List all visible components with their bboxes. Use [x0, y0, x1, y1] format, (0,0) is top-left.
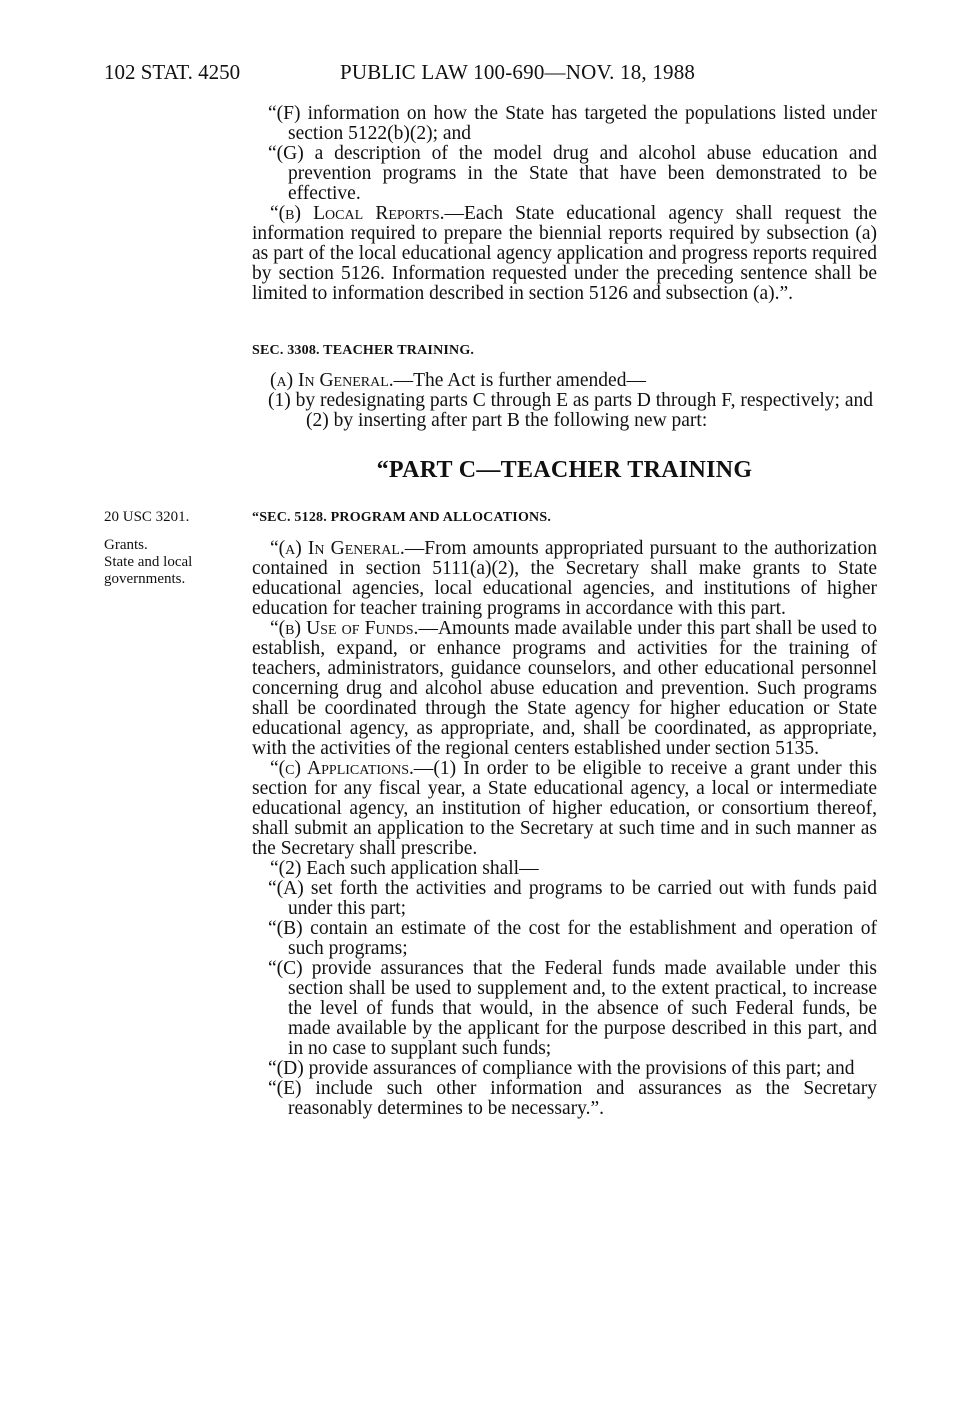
- sec5128-b-heading: “(b) Use of Funds.: [270, 618, 419, 639]
- subsection-a-heading: (a) In General.: [270, 370, 394, 391]
- clause-b-cost-estimate: “(B) contain an estimate of the cost for the establishment and operation of such programs;: [268, 918, 877, 959]
- subsection-b-text: —Each State educational agency shall request the information required to prepare the biennial reports required by subsection (a) as part of the local educational agency application and progress reports required by section 5126. Information requested under the preceding sentence shall be limited to information described in section 5126 and subsection (a).”.: [252, 203, 877, 304]
- stat-page-number: 102 STAT. 4250: [104, 60, 241, 84]
- clause-f: “(F) information on how the State has targeted the populations listed under section 5122(b)(2); and: [268, 103, 877, 144]
- clause-e-other-info: “(E) include such other information and assurances as the Secretary reasonably determines to be necessary.”.: [268, 1078, 877, 1119]
- section-3308-block: [252, 341, 877, 431]
- subsection-b-local-reports: [252, 204, 877, 304]
- public-law-citation: PUBLIC LAW 100-690—NOV. 18, 1988: [340, 60, 696, 84]
- sec5128-b-text: —Amounts made available under this part shall be used to establish, expand, or enhance programs and activities for the training of teachers, administrators, guidance counselors, and other educational personnel concerning drug and alcohol abuse education and prevention. Such programs shall be coordinated through the State agency for higher education or State educational agency, as appropriate, and, shall be coordinated, as appropriate, with the activities of the regional centers established under section 5135.: [252, 618, 877, 759]
- margin-note-state-local: State and local governments.: [104, 554, 193, 587]
- amendment-item-2: (2) by inserting after part B the following new part:: [306, 410, 708, 431]
- clause-g: “(G) a description of the model drug and alcohol abuse education and prevention programs in the State that have been demonstrated to be effective.: [268, 143, 877, 204]
- subsection-b-heading: “(b) Local Reports.: [270, 203, 445, 224]
- sec5128-subsection-c: [252, 759, 877, 859]
- sec5128-subsection-a: [252, 539, 877, 619]
- part-c-title: “PART C—TEACHER TRAINING: [376, 457, 753, 483]
- margin-note-grants: Grants.: [104, 537, 148, 553]
- sec5128-subsection-b: [252, 619, 877, 759]
- clause-d-compliance: “(D) provide assurances of compliance with the provisions of this part; and: [268, 1058, 855, 1079]
- clause-c-assurances: “(C) provide assurances that the Federal funds made available under this section shall be used to supplement and, to the extent practical, to increase the level of funds that would, in the absence of such Federal funds, be made available by the applicant for the purpose described in this part, and in no case to supplant such funds;: [268, 958, 877, 1059]
- section-5128-block: [252, 508, 877, 1119]
- sec5128-a-heading: “(a) In General.: [270, 538, 405, 559]
- section-5128-heading: “SEC. 5128. PROGRAM AND ALLOCATIONS.: [252, 510, 552, 525]
- sec5128-c-paragraph-2: “(2) Each such application shall—: [270, 858, 539, 879]
- part-c-block: [252, 457, 877, 483]
- section-3308-heading: SEC. 3308. TEACHER TRAINING.: [252, 343, 475, 358]
- subsection-a-general: [252, 371, 877, 391]
- clause-a-activities: “(A) set forth the activities and programs to be carried out with funds paid under this part;: [268, 878, 877, 919]
- continuation-block: [252, 104, 877, 304]
- sec5128-a-text: —From amounts appropriated pursuant to the authorization contained in section 5111(a)(2), the Secretary shall make grants to State educational agencies, local educational agencies, and institutions of higher education for teacher training programs in accordance with this part.: [252, 538, 877, 619]
- margin-note-usc: 20 USC 3201.: [104, 509, 190, 525]
- page-header: [0, 60, 954, 90]
- sec5128-c-text: —(1) In order to be eligible to receive a grant under this section for any fiscal year, a State educational agency, a local or intermediate educational agency, an institution of higher education, or consortium thereof, shall submit an application to the Secretary at such time and in such manner as the Secretary shall prescribe.: [252, 758, 878, 859]
- sec5128-c-heading: “(c) Applications.: [270, 758, 414, 779]
- amendment-item-1: (1) by redesignating parts C through E as parts D through F, respectively; and: [268, 390, 873, 411]
- subsection-a-text: —The Act is further amended—: [393, 370, 646, 391]
